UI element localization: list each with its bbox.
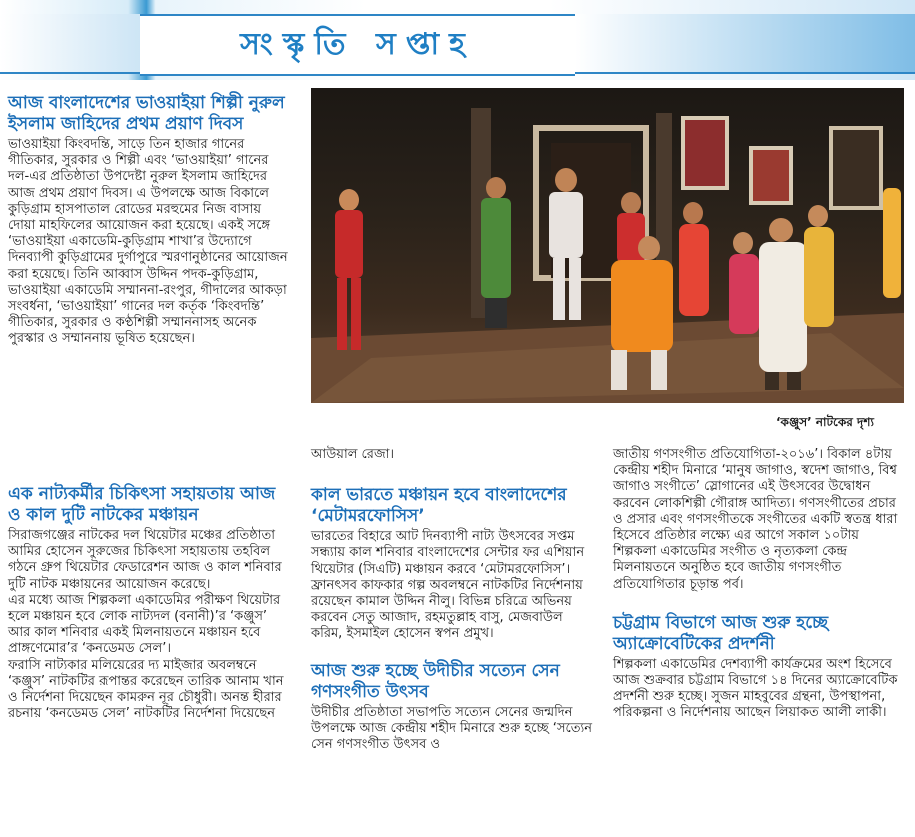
continued-text: আউয়াল রেজা। <box>311 447 395 462</box>
article-paragraph: ফ্রানৎসব কাফকার গল্প অবলম্বনে নাটকটির নির্দেশনায় রয়েছেন কামাল উদ্দিন নীলু। বিভিন্ন চরিত্রে অভিনয় করবেন সেতু আজাদ, রহমতুল্লাহ বাসু, মেজবাউল করিম, ইসমাইল হোসেন স্বপন প্রমুখ। <box>311 577 583 642</box>
photo-caption: ‘কঞ্জুস’ নাটকের দৃশ্য <box>776 415 874 429</box>
column-middle <box>311 447 596 753</box>
article-body-udichi: উদীচীর প্রতিষ্ঠাতা সভাপতি সত্যেন সেনের জন্মদিন উপলক্ষে আজ কেন্দ্রীয় শহীদ মিনারে শুরু হচ্ছে ‘সত্যেন সেন গণসংগীত উৎসব ও <box>311 704 593 753</box>
article-paragraph: ফরাসি নাট্যকার মলিয়েরের দ্য মাইজার অবলম্বনে ‘কঞ্জুস’ নাটকটির রূপান্তর করেছেন তারিক আনাম খান ও নির্দেশনা দিয়েছেন কামরুন নূর চৌধুরী। অনন্ত হীরার রচনায় ‘কনডেমড সেল’ নাটকটির নির্দেশনা দিয়েছেন <box>8 657 284 722</box>
article-paragraph: এর মধ্যে আজ শিল্পকলা একাডেমির পরীক্ষণ থিয়েটার হলে মঞ্চায়ন হবে লোক নাট্যদল (বনানী)’র ‘কঞ্জুস’ আর কাল শনিবার একই মিলনায়তনে মঞ্চায়ন হবে প্রাঙ্গণেমোর’র ‘কনডেমড সেল’। <box>8 592 281 657</box>
headline-fundraiser-plays: এক নাট্যকর্মীর চিকিৎসা সহায়তায় আজ ও কাল দুটি নাটকের মঞ্চায়ন <box>8 484 276 525</box>
column-left-lower <box>8 484 292 722</box>
section-title: সংস্কৃতি সপ্তাহ <box>240 27 475 62</box>
article-body-acrobatics: শিল্পকলা একাডেমির দেশব্যাপী কার্যক্রমের অংশ হিসেবে আজ শুক্রবার চট্টগ্রাম বিভাগে ১৪ দিনের অ্যাক্রোবেটিক প্রদর্শনী শুরু হচ্ছে। সুজন মাহবুবের গ্রন্থনা, উপস্থাপনা, পরিকল্পনা ও নির্দেশনায় আছেন লিয়াকত আলী লাকী। <box>613 656 898 721</box>
headline-udichi-festival: আজ শুরু হচ্ছে উদীচীর সত্যেন সেন গণসংগীত উৎসব <box>311 660 560 702</box>
column-right <box>613 447 905 722</box>
article-paragraph: সিরাজগঞ্জের নাটকের দল থিয়েটার মঞ্চের প্রতিষ্ঠাতা আমির হোসেন সুরুজের চিকিৎসা সহায়তায় তহবিল গঠনে গ্রুপ থিয়েটার ফেডারেশন আজ ও কাল শনিবার দুটি নাটক মঞ্চায়নের আয়োজন করেছে। <box>8 528 282 592</box>
headline-acrobatics: চট্টগ্রাম বিভাগে আজ শুরু হচ্ছে অ্যাক্রোবেটিকের প্রদর্শনী <box>613 612 829 654</box>
continued-text: জাতীয় গণসংগীত প্রতিযোগিতা-২০১৬’। বিকাল ৪টায় কেন্দ্রীয় শহীদ মিনারে ‘মানুষ জাগাও, স্বদেশ জাগাও, বিশ্ব জাগাও সংগীতে’ স্লোগানের এই উৎসবের উদ্বোধন করবেন লোকশিল্পী গৌরাঙ্গ আদিত্য। গণসংগীতের প্রচার ও প্রসার এবং গণসংগীতকে সংগীতের একটি স্বতন্ত্র ধারা হিসেবে প্রতিষ্ঠার লক্ষ্যে এর আগে সকাল ১০টায় শিল্পকলা একাডেমির সংগীত ও নৃত্যকলা কেন্দ্র মিলনায়তনে অনুষ্ঠিত হবে জাতীয় গণসংগীত প্রতিযোগিতার চূড়ান্ত পর্ব। <box>613 447 898 592</box>
headline-bhawaiya: আজ বাংলাদেশের ভাওয়াইয়া শিল্পী নুরুল ইসলাম জাহিদের প্রথম প্রয়াণ দিবস <box>8 93 285 134</box>
stage-scene-illustration <box>311 88 904 403</box>
banner-right-panel <box>575 14 915 74</box>
article-body-bhawaiya: ভাওয়াইয়া কিংবদন্তি, সাড়ে তিন হাজার গানের গীতিকার, সুরকার ও শিল্পী এবং ‘ভাওয়াইয়া’ গানের দল-এর প্রতিষ্ঠাতা উপদেষ্টা নুরুল ইসলাম জাহিদের আজ প্রথম প্রয়াণ দিবস। এ উপলক্ষে আজ বিকালে কুড়িগ্রাম হাসপাতাল রোডের মরহুমের নিজ বাসায় দোয়া মাহফিলের আয়োজন করা হয়েছে। একই সঙ্গে ‘ভাওয়াইয়া একাডেমি-কুড়িগ্রাম শাখা’র উদ্যোগে দিনব্যাপী কুড়িগ্রামের দুর্গাপুরে স্মরণানুষ্ঠানের আয়োজন করা হয়েছে। তিনি আব্বাস উদ্দিন পদক-কুড়িগ্রাম, ভাওয়াইয়া একাডেমি সম্মাননা-রংপুর, গীদালের আকড়া সংবর্ধনা, ‘ভাওয়াইয়া’ গানের দল কর্তৃক ‘কিংবদন্তি’ গীতিকার, সুরকার ও কণ্ঠশিল্পী সম্মাননাসহ অনেক পুরস্কার ও সম্মাননায় ভূষিত হয়েছেন। <box>8 137 288 347</box>
column-left <box>8 93 292 348</box>
article-paragraph: ভারতের বিহারে আট দিনব্যাপী নাট্য উৎসবের সপ্তম সন্ধ্যায় কাল শনিবার বাংলাদেশের সেন্টার ফর এশিয়ান থিয়েটার (সিএটি) মঞ্চায়ন করবে ‘মেটামরফোসিস’। <box>311 529 585 577</box>
stage-photo <box>311 88 904 403</box>
banner-left-panel <box>0 14 140 74</box>
headline-metamorphosis: কাল ভারতে মঞ্চায়ন হবে বাংলাদেশের ‘মেটামরফোসিস’ <box>311 485 567 527</box>
